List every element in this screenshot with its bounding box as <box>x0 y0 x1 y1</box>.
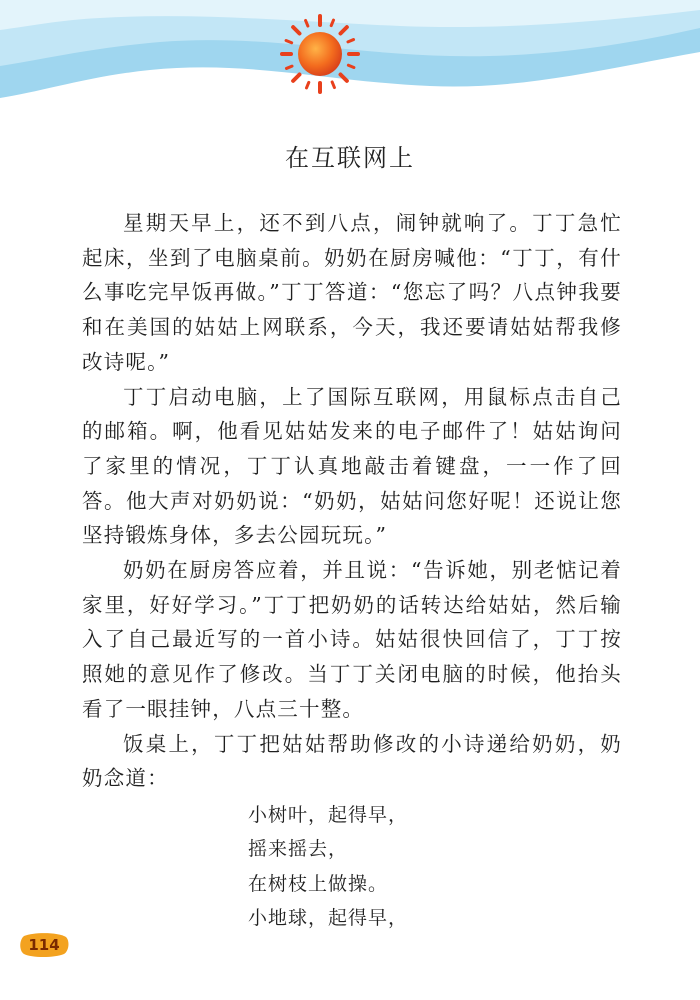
paragraph: 丁丁启动电脑，上了国际互联网，用鼠标点击自己的邮箱。啊，他看见姑姑发来的电子邮件了！姑姑询问了家里的情况，丁丁认真地敲击着键盘，一一作了回答。他大声对奶奶说：“奶奶，姑姑问您好呢！还说让您坚持锻炼身体，多去公园玩玩。” <box>82 384 622 548</box>
poem-line: 摇来摇去， <box>248 838 349 861</box>
page-number: 114 <box>28 936 60 954</box>
poem-line: 小树叶，起得早， <box>248 803 409 826</box>
paragraph: 星期天早上，还不到八点，闹钟就响了。丁丁急忙起床，坐到了电脑桌前。奶奶在厨房喊他：“丁丁，有什么事吃完早饭再做。”丁丁答道：“您忘了吗？八点钟我要和在美国的姑姑上网联系，今天，我还要请姑姑帮我修改诗呢。” <box>82 211 622 374</box>
page-title: 在互联网上 <box>285 144 415 172</box>
page-number-badge <box>18 932 70 958</box>
sun-icon <box>278 12 362 96</box>
poem <box>82 798 622 936</box>
poem-line: 在树枝上做操。 <box>248 872 389 895</box>
article-body <box>82 206 622 936</box>
paragraph: 奶奶在厨房答应着，并且说：“告诉她，别老惦记着家里，好好学习。”丁丁把奶奶的话转达给姑姑，然后输入了自己最近写的一首小诗。姑姑很快回信了，丁丁按照她的意见作了修改。当丁丁关闭电脑的时候，他抬头看了一眼挂钟，八点三十整。 <box>82 558 622 721</box>
poem-line: 小地球，起得早， <box>248 907 409 930</box>
paragraph: 饭桌上，丁丁把姑姑帮助修改的小诗递给奶奶，奶奶念道： <box>82 731 622 791</box>
